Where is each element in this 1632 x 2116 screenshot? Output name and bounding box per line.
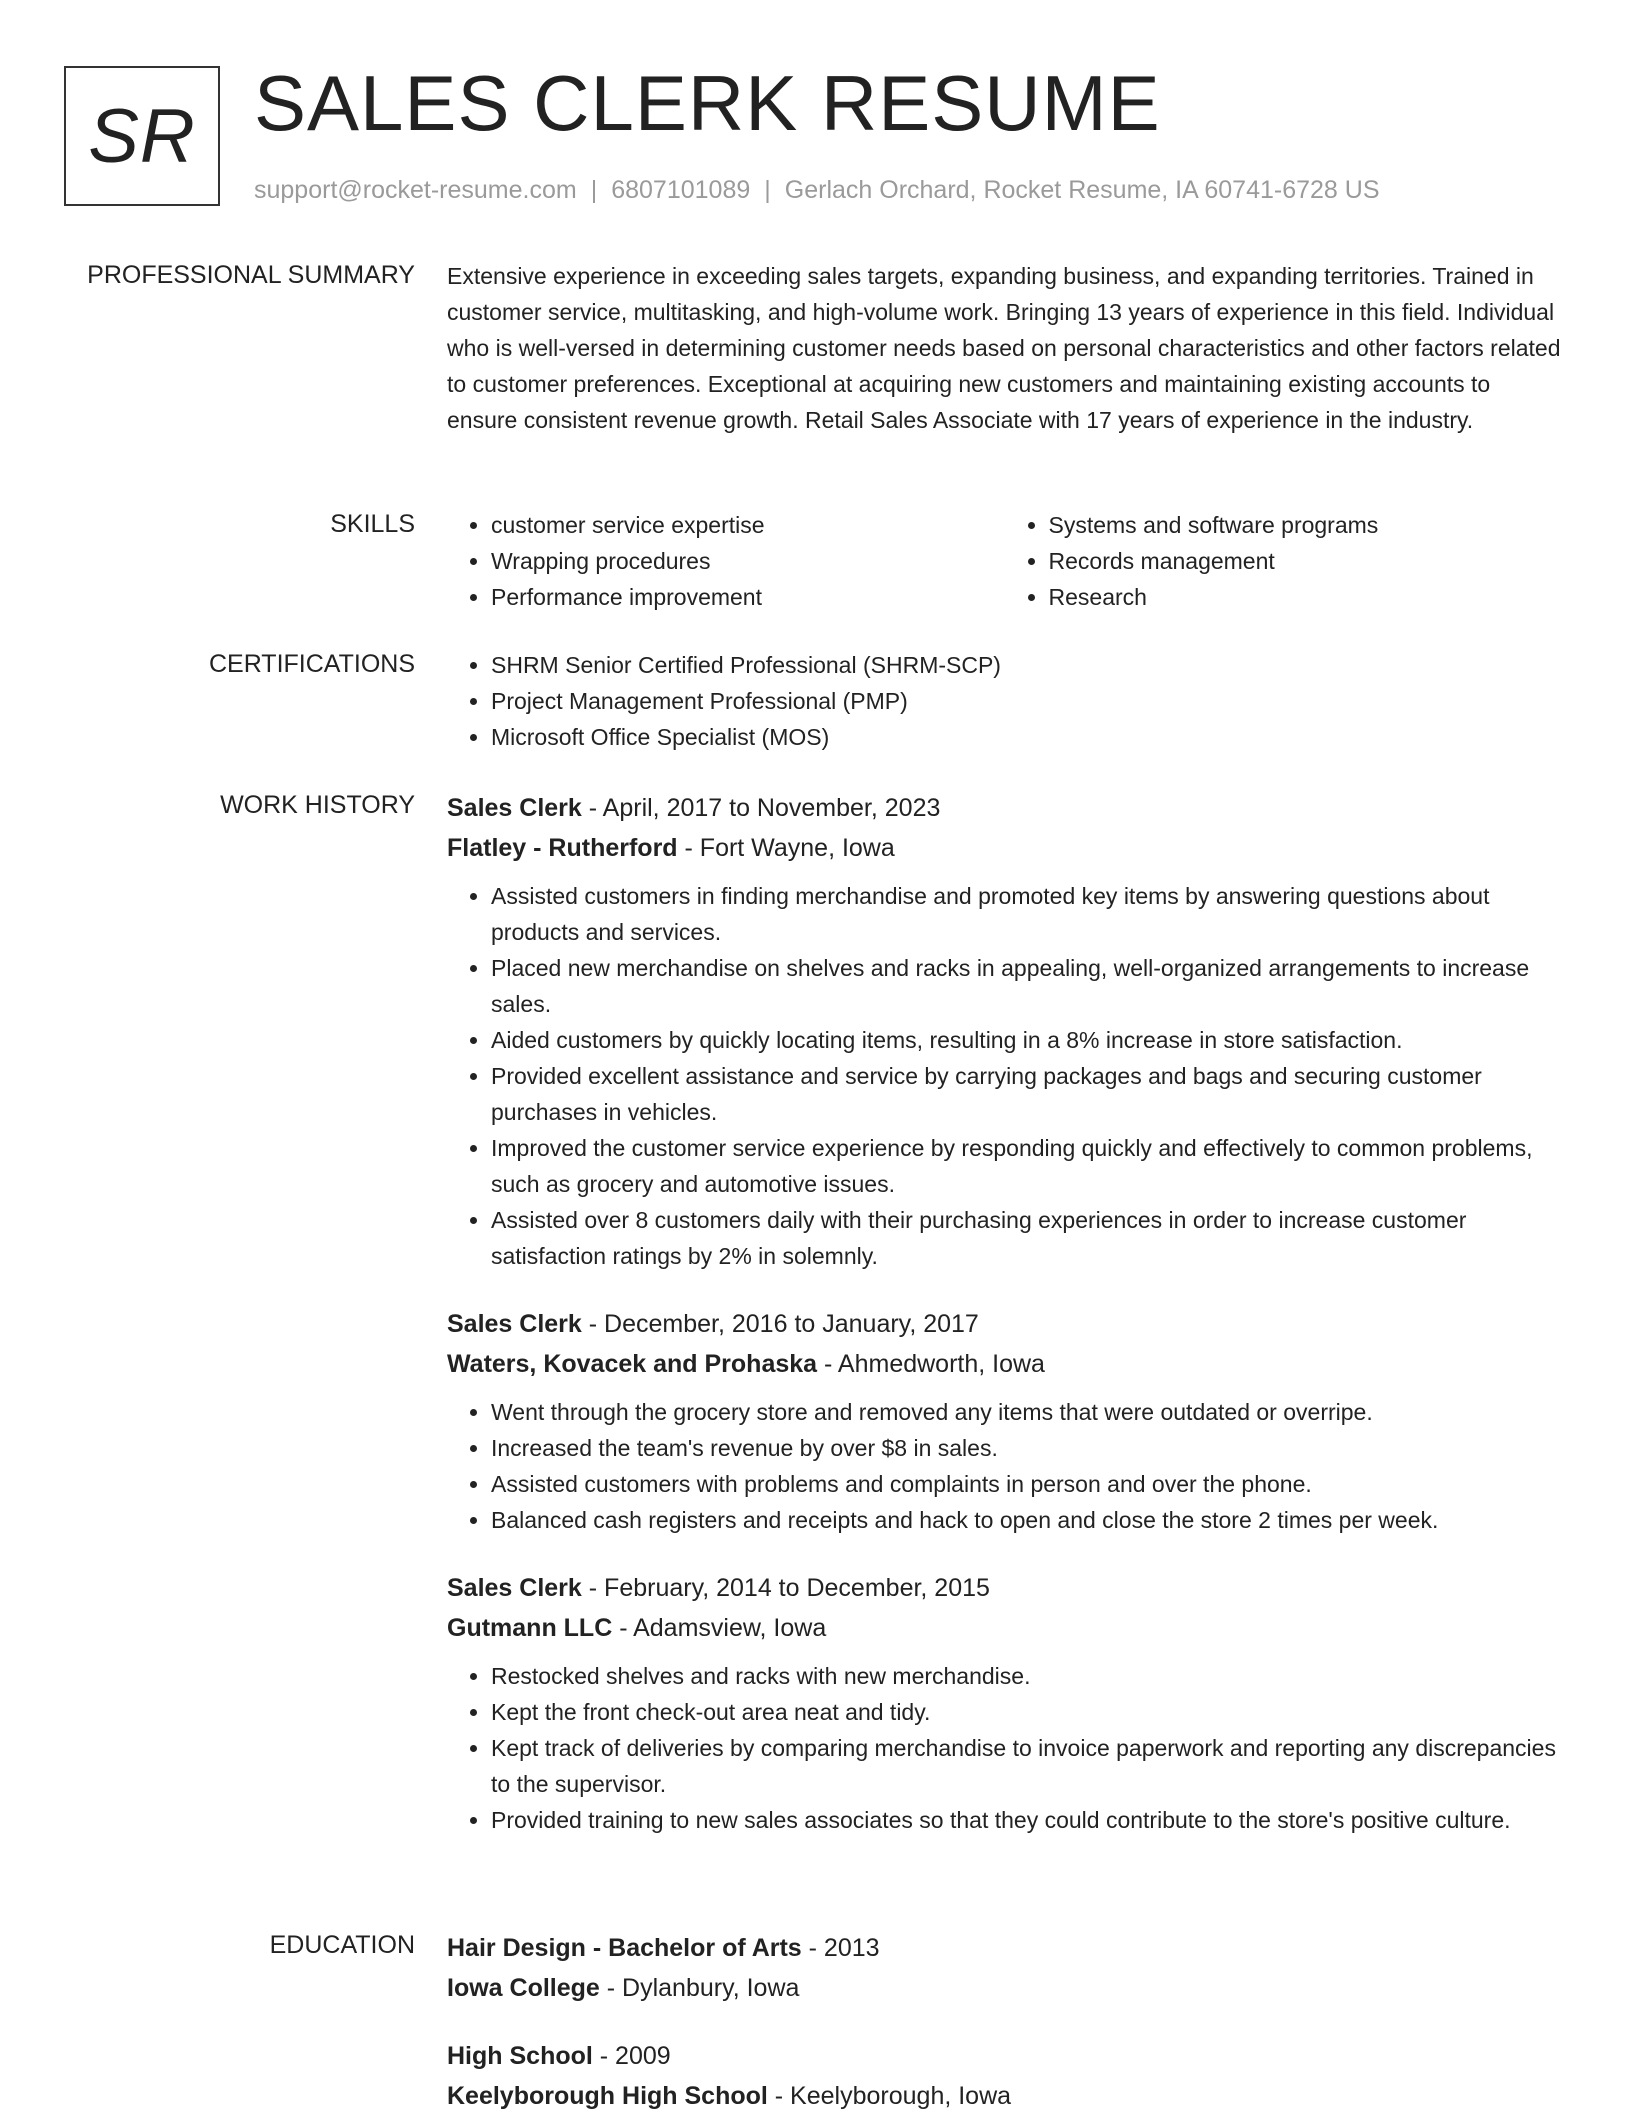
education-year: - 2009 xyxy=(592,2042,671,2070)
job-entry xyxy=(447,1568,1562,1838)
job-company: Gutmann LLC xyxy=(447,1614,613,1642)
certifications-heading: CERTIFICATIONS xyxy=(208,650,415,678)
contact-separator: | xyxy=(764,176,771,204)
work-history-heading: WORK HISTORY xyxy=(220,791,415,819)
job-dates: - December, 2016 to January, 2017 xyxy=(581,1310,979,1338)
job-entry xyxy=(447,788,1562,1274)
skill-item: • Records management xyxy=(1049,543,1563,579)
summary-text: Extensive experience in exceeding sales targets, expanding business, and expanding territories. Trained in customer service, multitasking, and high-volume work. Bringing 13 years of experience in this field. Individual who is well-versed in determining customer needs based on personal characteristics and other factors related to customer preferences. Exceptional at acquiring new customers and maintaining existing accounts to ensure consistent revenue growth. Retail Sales Associate with 17 years of experience in the industry. xyxy=(447,263,1561,433)
education-body xyxy=(447,1928,1562,2116)
work-history-body xyxy=(447,788,1562,1838)
job-dates: - April, 2017 to November, 2023 xyxy=(581,794,941,822)
skills-list-left xyxy=(447,507,1005,615)
contact-separator: | xyxy=(590,176,598,204)
education-school: Iowa College xyxy=(447,1974,600,2002)
job-duties xyxy=(447,1658,1562,1838)
skill-item: • Performance improvement xyxy=(491,579,1005,615)
job-duty: • Kept track of deliveries by comparing merchandise to invoice paperwork and reporting any discrepancies to the supervisor. xyxy=(491,1730,1562,1802)
job-role-line xyxy=(447,1304,1562,1344)
job-duties xyxy=(447,1394,1562,1538)
job-duty: • Assisted over 8 customers daily with their purchasing experiences in order to increase customer satisfaction ratings by 2% in solemnly. xyxy=(491,1202,1562,1274)
job-duty: • Improved the customer service experience by responding quickly and effectively to common problems, such as grocery and automotive issues. xyxy=(491,1130,1562,1202)
job-location: - Ahmedworth, Iowa xyxy=(817,1350,1045,1378)
education-school: Keelyborough High School xyxy=(447,2082,768,2110)
certification-item: • Project Management Professional (PMP) xyxy=(491,683,1562,719)
job-location: - Adamsview, Iowa xyxy=(612,1614,827,1642)
contact-email[interactable]: support@rocket-resume.com xyxy=(254,176,577,204)
education-year: - 2013 xyxy=(801,1934,880,1962)
job-duty: • Went through the grocery store and removed any items that were outdated or overripe. xyxy=(491,1394,1562,1430)
education-entry xyxy=(447,1928,1562,2008)
job-duty: • Restocked shelves and racks with new merchandise. xyxy=(491,1658,1562,1694)
education-school-line xyxy=(447,1968,1562,2008)
contact-line xyxy=(254,174,1380,206)
education-degree-line xyxy=(447,1928,1562,1968)
contact-phone[interactable]: 6807101089 xyxy=(611,176,751,204)
skills-heading: SKILLS xyxy=(330,510,415,538)
job-company-line xyxy=(447,828,1562,868)
job-duty: • Placed new merchandise on shelves and racks in appealing, well-organized arrangements to increase sales. xyxy=(491,950,1562,1022)
education-degree: High School xyxy=(447,2042,593,2070)
skills-body xyxy=(447,507,1562,615)
certification-item: • Microsoft Office Specialist (MOS) xyxy=(491,719,1562,755)
job-role: Sales Clerk xyxy=(447,794,582,822)
job-duty: • Provided excellent assistance and service by carrying packages and bags and securing customer purchases in vehicles. xyxy=(491,1058,1562,1130)
skill-item: • Wrapping procedures xyxy=(491,543,1005,579)
job-duty: • Assisted customers in finding merchandise and promoted key items by answering questions about products and services. xyxy=(491,878,1562,950)
skill-item: • Systems and software programs xyxy=(1049,507,1563,543)
education-degree-line xyxy=(447,2036,1562,2076)
education-location: - Dylanbury, Iowa xyxy=(599,1974,800,2002)
job-duty: • Assisted customers with problems and complaints in person and over the phone. xyxy=(491,1466,1562,1502)
contact-address: Gerlach Orchard, Rocket Resume, IA 60741-6728 US xyxy=(784,176,1380,204)
monogram-initials: SR xyxy=(88,93,196,179)
job-duty: • Kept the front check-out area neat and tidy. xyxy=(491,1694,1562,1730)
job-company: Flatley - Rutherford xyxy=(447,834,678,862)
job-role-line xyxy=(447,1568,1562,1608)
skill-item: • Research xyxy=(1049,579,1563,615)
skill-item: • customer service expertise xyxy=(491,507,1005,543)
job-duty: • Increased the team's revenue by over $8 in sales. xyxy=(491,1430,1562,1466)
certifications-body xyxy=(447,647,1562,755)
job-role: Sales Clerk xyxy=(447,1574,582,1602)
job-location: - Fort Wayne, Iowa xyxy=(677,834,895,862)
monogram-badge xyxy=(64,66,220,206)
resume-title: SALES CLERK RESUME xyxy=(254,59,1161,147)
summary-heading: PROFESSIONAL SUMMARY xyxy=(87,261,415,289)
education-location: - Keelyborough, Iowa xyxy=(767,2082,1012,2110)
job-company-line xyxy=(447,1344,1562,1384)
job-dates: - February, 2014 to December, 2015 xyxy=(581,1574,990,1602)
job-role-line xyxy=(447,788,1562,828)
job-entry xyxy=(447,1304,1562,1538)
job-duties xyxy=(447,878,1562,1274)
certifications-list xyxy=(447,647,1562,755)
certification-item: • SHRM Senior Certified Professional (SHRM-SCP) xyxy=(491,647,1562,683)
job-company: Waters, Kovacek and Prohaska xyxy=(447,1350,818,1378)
skills-list-right xyxy=(1005,507,1563,615)
job-duty: • Aided customers by quickly locating items, resulting in a 8% increase in store satisfaction. xyxy=(491,1022,1562,1058)
job-company-line xyxy=(447,1608,1562,1648)
job-role: Sales Clerk xyxy=(447,1310,582,1338)
education-heading: EDUCATION xyxy=(269,1931,415,1959)
job-duty: • Provided training to new sales associates so that they could contribute to the store's positive culture. xyxy=(491,1802,1562,1838)
education-school-line xyxy=(447,2076,1562,2116)
job-duty: • Balanced cash registers and receipts and hack to open and close the store 2 times per week. xyxy=(491,1502,1562,1538)
education-degree: Hair Design - Bachelor of Arts xyxy=(447,1934,802,1962)
summary-body xyxy=(447,258,1562,438)
education-entry xyxy=(447,2036,1562,2116)
